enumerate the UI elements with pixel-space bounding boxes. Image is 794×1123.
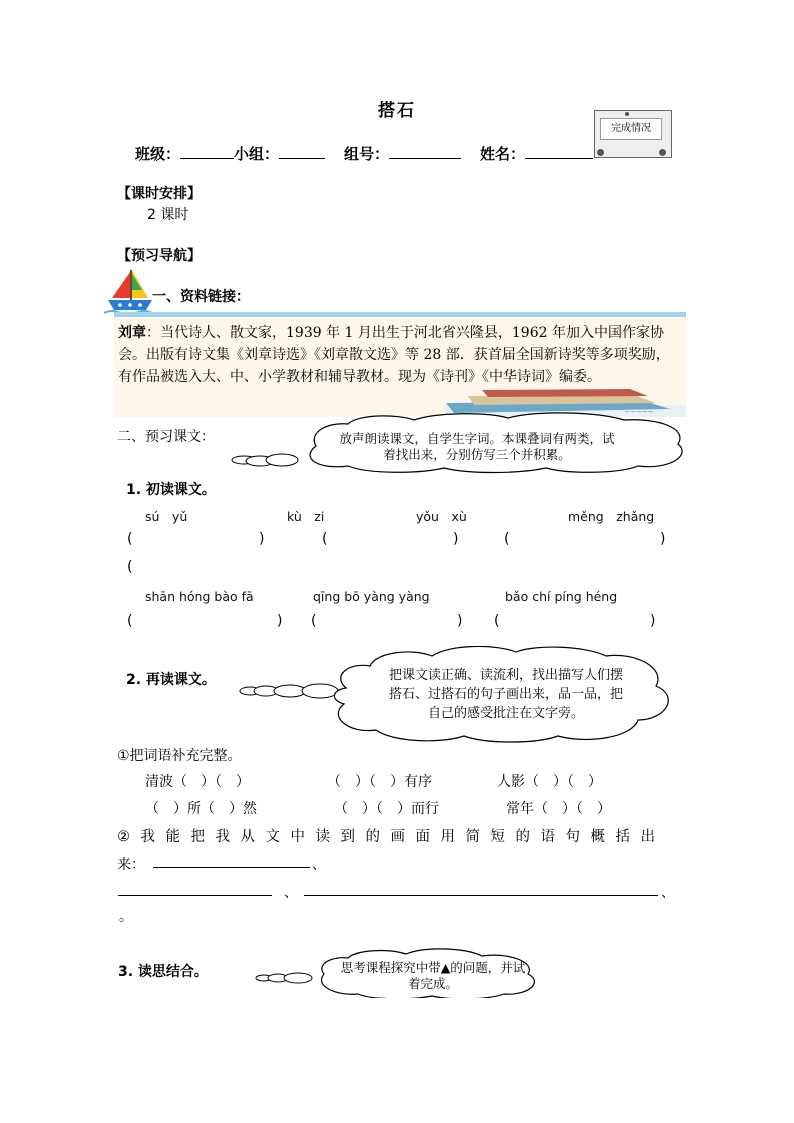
pinyin-you-xu: yǒu xù: [416, 509, 467, 524]
answer-blank-4[interactable]: [134, 559, 234, 577]
stamp-label: 完成情况: [600, 118, 662, 140]
answer-paren-open: (: [322, 531, 328, 547]
cloud-1-text: 放声朗读课文，自学生字词。本课叠词有两类，试着找出来，分别仿写三个并积累。: [339, 431, 615, 462]
group-blank[interactable]: [279, 144, 325, 159]
pinyin-qing-bo-yang-yang: qīng bō yàng yàng: [313, 589, 430, 604]
answer-paren-open: (: [127, 531, 133, 547]
answer-paren-close: ): [453, 531, 459, 547]
stamp-dot-icon: [597, 149, 604, 156]
part3-heading: 3. 读思结合。: [118, 964, 208, 980]
answer-paren-open: (: [311, 613, 317, 629]
name-blank[interactable]: [525, 144, 593, 159]
answer-paren-close: ): [457, 613, 463, 629]
summary-blank-2[interactable]: [118, 880, 272, 896]
info-link-heading: 一、资料链接：: [152, 289, 250, 305]
end-mark: 。: [119, 909, 133, 925]
answer-paren-close: ): [259, 531, 265, 547]
stamp-dot-icon: [625, 112, 629, 116]
fill-erxing[interactable]: （ ）（ ）而行: [334, 801, 439, 817]
group-label: 小组：: [234, 145, 280, 163]
part2-heading: 2. 再读课文。: [126, 672, 216, 688]
cloud-2-text: 把课文读正确、读流利，找出描写人们摆搭石、过搭石的句子画出来，品一品，把自己的感受批注在文字旁。: [388, 668, 623, 721]
answer-paren-close: ): [650, 613, 656, 629]
separator: 、: [284, 885, 298, 901]
fill-suoran[interactable]: （ ）所（ ）然: [145, 801, 257, 817]
answer-paren-close: ): [660, 531, 666, 547]
answer-blank-1[interactable]: [134, 531, 256, 549]
pinyin-shan-hong-bao-fa: shān hóng bào fā: [145, 589, 254, 604]
group-no-field: [344, 143, 461, 164]
completion-stamp: [594, 110, 672, 158]
answer-paren-open: (: [127, 559, 133, 575]
group-no-blank[interactable]: [389, 144, 461, 159]
preview-text-heading: 二、预习课文：: [117, 429, 215, 445]
answer-blank-3[interactable]: [512, 531, 656, 549]
sailboat-icon: [104, 268, 156, 316]
class-field: [135, 143, 325, 164]
q2-text: ②我能把我从文中读到的画面用简短的语句概括出: [117, 829, 666, 845]
answer-paren-open: (: [127, 613, 133, 629]
class-label: 班级：: [135, 145, 181, 163]
q2-text-end: 来：: [117, 857, 145, 873]
summary-blank-1[interactable]: [153, 852, 310, 868]
class-blank[interactable]: [180, 144, 234, 159]
answer-paren-close: ): [277, 613, 283, 629]
stamp-dot-icon: [659, 149, 666, 156]
answer-blank-2[interactable]: [330, 531, 450, 549]
cloud-3-text: 思考课程探究中带▲的问题，并试着完成。: [340, 960, 526, 991]
schedule-value: 2 课时: [147, 207, 189, 223]
part1-heading: 1. 初读课文。: [126, 482, 216, 498]
name-label: 姓名：: [480, 145, 526, 163]
answer-blank-6[interactable]: [318, 613, 454, 631]
author-info-box: [114, 312, 686, 417]
page-title: 搭石: [378, 101, 416, 121]
author-bio: [118, 322, 678, 388]
author-name: 刘章: [118, 325, 146, 341]
schedule-heading: 【课时安排】: [117, 186, 201, 202]
answer-paren-open: (: [504, 531, 510, 547]
answer-paren-open: (: [494, 613, 500, 629]
svg-text:~~~~~: ~~~~~: [624, 408, 654, 416]
fill-renying[interactable]: 人影（ ）（ ）: [497, 774, 602, 790]
fill-qingbo[interactable]: 清波（ ）（ ）: [145, 774, 250, 790]
summary-blank-3[interactable]: [304, 880, 658, 896]
name-field: [480, 143, 593, 164]
fill-changnian[interactable]: 常年（ ）（ ）: [506, 801, 611, 817]
q1-text: ①把词语补充完整。: [117, 748, 242, 764]
answer-blank-7[interactable]: [502, 613, 646, 631]
pinyin-bao-chi-ping-heng: bǎo chí píng héng: [505, 589, 618, 604]
group-no-label: 组号：: [344, 145, 390, 163]
answer-blank-5[interactable]: [134, 613, 274, 631]
author-bio-text: ：当代诗人、散文家，1939 年 1 月出生于河北省兴隆县，1962 年加入中国作家协会。出版有诗文集《刘章诗选》《刘章散文选》等 28 部．获首届全国新诗奖等多项奖励，有作品被选入大、中、小学教材和辅导教材。现为《诗刊》《中华诗词》编委。: [118, 325, 670, 385]
pinyin-su-yu: sú yǔ: [145, 509, 188, 524]
pinyin-meng-zhang: měng zhǎng: [568, 509, 655, 524]
separator: 、: [312, 857, 326, 873]
pinyin-ku-zi: kù zi: [287, 509, 325, 524]
fill-youxu[interactable]: （ ）（ ）有序: [327, 774, 432, 790]
preview-heading: 【预习导航】: [117, 248, 201, 264]
separator: 、: [661, 885, 675, 901]
